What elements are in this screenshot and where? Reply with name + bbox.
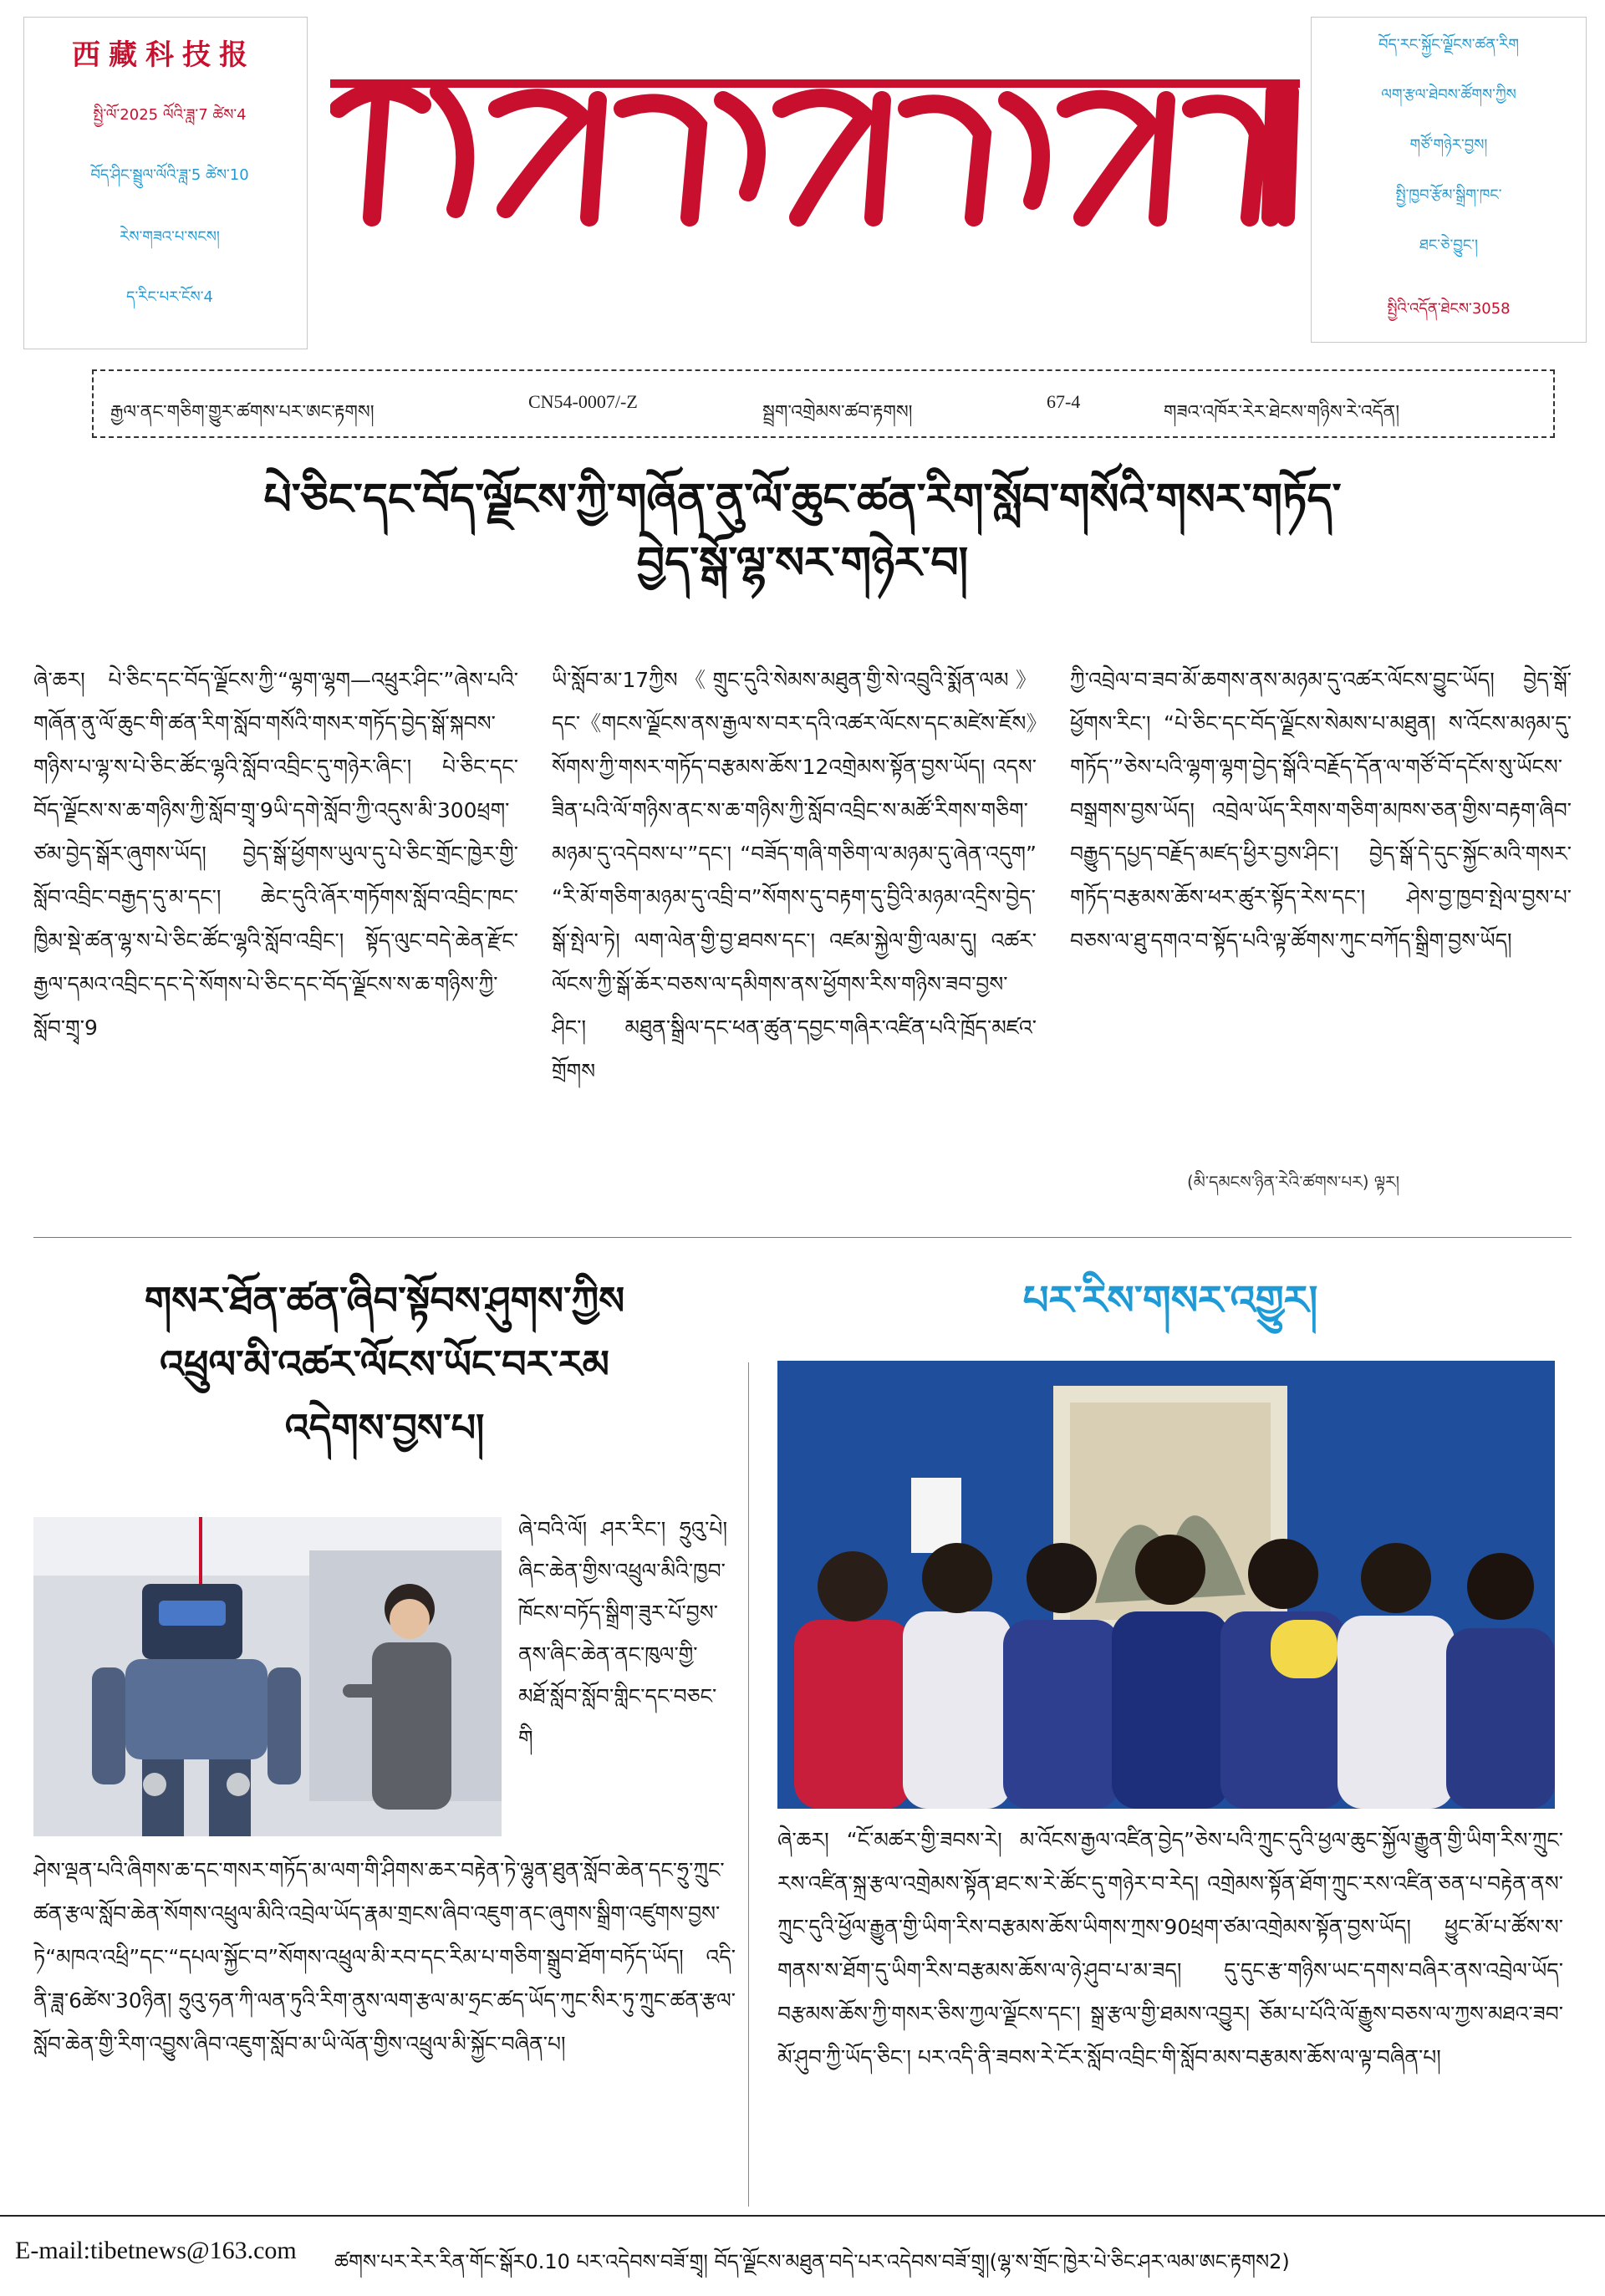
article1-byline: (མི་དམངས་ཉིན་རེའི་ཚགས་པར) ལྟར།	[1187, 1172, 1400, 1192]
footer-price-printer: ཚགས་པར་རེར་རིན་གོང་སྒོར0.10 པར་འདེབས་བཟོ་གྲྭ། བོད་ལྗོངས་མཐུན་བདེ་པར་འདེབས་བཟོ་གྲྭ།(ལྷ་ས་གྲོང་ཁྱེར་པེ་ཅིང་ཤར་ལམ་ཨང་རྟགས2)	[334, 2250, 1290, 2273]
publisher-line-5: ཐང་ཅེ་བྱུང་།	[1419, 237, 1478, 254]
article2-side-text: ཞེ་བའི་ལོ། ཤར་རིང་། ཧྲུའུ་པེ། ཞིང་ཆེན་གྱིས་འཕྲུལ་མིའི་ཁྱབ་ཁོངས་བཏོད་སྒྲིག་ཟུར་པོ་བྱས་ནས་ཞིང་ཆེན་ནང་ཁུལ་གྱི་མཐོ་སློབ་སློབ་གླིང་དང་བཅང་གི	[518, 1517, 727, 1750]
footer-rule	[0, 2215, 1605, 2217]
publisher-line-4: སྤྱི་ཁྱབ་རྩོམ་སྒྲིག་ཁང་	[1395, 186, 1502, 204]
footer	[0, 2222, 1605, 2283]
postal-label: སྦྲག་འགྲེམས་ཚབ་རྟགས།	[762, 402, 913, 423]
article3-body: ཞེ་ཆར། “ངོ་མཚར་གྱི་ཟབས་རེ། མ་འོངས་རྒྱལ་འཛིན་བྱེད”ཅེས་པའི་ཀྲུང་དུའི་ཕྱལ་ཆུང་སྐྱོལ་རྒྱུན་གྱི་ཡིག་རིས་ཀྲུང་རས་འཛིན་སྐྲ་རྩལ་འགྲེམས་སྟོན་ཐང་ས་རེ་ཚོང་དུ་གཉེར་བ་རེད། འགྲེམས་སྟོན་ཐོག་ཀྲུང་རས་འཛིན་ཅན་པ་བརྟེན་ནས་ཀྲུང་དུའི་ཕྱོལ་རྒྱུན་གྱི་ཡིག་རིས་བརྩམས་ཆོས་ཡིགས་ཀྲས་90ཕྲག་ཙམ་འགྲེམས་སྟོན་བྱས་ཡོད། ཕྱུང་མོ་པ་ཚོས་ས་གནས་ས་ཐོག་དུ་ཡིག་རིས་བརྩམས་ཆོས་ལ་ཉེ་ཤུབ་པ་མ་ཟད། དུ་དུང་རྩ་གཉིས་ཡང་དགས་བཞིར་ནས་འབྲེལ་ཡོད་བརྩམས་ཆོས་ཀྱི་གསར་ཅིས་ཀྱལ་ལྗོངས་དང་། སྒྲ་རྩལ་གྱི་ཐམས་འབྱུར། ཅོམ་པ་པོའི་ལོ་རྒྱུས་བཅས་ལ་ཀྱས་མཐའ་ཟབ་མོ་ཤུབ་ཀྱི་ཡོད་ཅིང་། པར་འདི་ནི་ཟབས་རེ་ངོར་སློབ་འབྲིང་གི་སློབ་མས་བརྩམས་ཆོས་ལ་ལྟ་བཞིན་པ།	[777, 1828, 1563, 2069]
article2-body: ཤེས་ལྡན་པའི་ཞིགས་ཆ་དང་གསར་གཏོད་མ་ལག་གི་ཤིགས་ཆར་བརྟེན་ཏེ་ལྷུན་ཐུན་སློབ་ཆེན་དང་ཧྲུ་ཀྲུང་ཚན་རྩལ་སློབ་ཆེན་སོགས་འཕྲུལ་མིའི་འབྲེལ་ཡོད་རྣམ་གྲངས་ཞིབ་འཇུག་ནང་ཞུགས་སྒྲིག་འཛུགས་བྱས་ཏེ“མཁའ་འཕྲི”དང་“དཔལ་སྐྱོང་བ”སོགས་འཕྲུལ་མི་རབ་དང་རིམ་པ་གཅིག་སྒྲུབ་ཐོག་བཏོད་ཡོད། འདི་ནི་ཟླ་6ཚེས་30ཉིན། ཧྲུའུ་ཧན་ཀི་ལན་ཏུའི་རིག་ནུས་ལག་རྩལ་མ་ཧྲང་ཚད་ཡོད་ཀུང་སིར་ཏུ་ཀྲུང་ཚན་རྩལ་སློབ་ཆེན་གྱི་རིག་འབྱུས་ཞིབ་འཇུག་སློབ་མ་ཡི་ལོན་གྱིས་འཕྲུལ་མི་སྐྱོང་བཞིན་པ།	[33, 1858, 736, 2056]
frequency-label: གཟའ་འཁོར་རེར་ཐེངས་གཉིས་རེ་འདོན།	[1164, 402, 1400, 423]
section-divider	[33, 1237, 1572, 1238]
footer-email: E-mail:tibetnews@163.com	[15, 2237, 297, 2264]
left-date-line: སྤྱི་ལོ་2025 ལོའི་ཟླ་7 ཚེས་4	[93, 106, 247, 124]
article2-title-line1: གསར་ཐོན་ཚན་ཞིབ་སྟོབས་ཤུགས་ཀྱིས	[144, 1278, 625, 1323]
article1-column-2: ཡི་སློབ་མ་17ཀྱིས《གྲུང་དུའི་སེམས་མཐུན་གྱི་སེ་འབྲུའི་སྨོན་ལམ》དང་《གངས་ལྗོངས་ནས་རྒྱལ་ས་བར་དའི་འཚར་ལོངས་དང་མཛེས་ཇོས》སོགས་ཀྱི་གསར་གཏོད་བརྩམས་ཆོས་12འགྲེམས་སྟོན་བྱས་ཡོད། འདས་ཟིན་པའི་ལོ་གཉིས་ནང་ས་ཆ་གཉིས་ཀྱི་སློབ་འབྲིང་ས་མཚོ་རིགས་གཅིག་མཉམ་དུ་འདེབས་པ་”དང་། “བཟོད་གཞི་གཅིག་ལ་མཉམ་དུ་ཞེན་འདུག” “རི་མོ་གཅིག་མཉམ་དུ་འབྲི་བ”སོགས་དུ་བརྟག་དུ་བྱིའི་མཉམ་འདྲིས་བྱེད་སྒོ་སྤེལ་ཏེ། ལག་ལེན་གྱི་བྱ་ཐབས་དང་། འཛམ་སྐྱེལ་གྱི་ལམ་དུ། འཚར་ལོངས་ཀྱི་སྒོ་ཆོར་བཅས་ལ་དམིགས་ནས་ཕྱོགས་རིས་གཉིས་ཟབ་བྱས་ཤིང་། མཐུན་སྒྲིལ་དང་ཕན་ཚུན་དབྱང་གཞིར་འཛིན་པའི་ཁྲོད་མཛའ་གྲོགས	[552, 668, 1037, 1083]
article1-column-3: ཀྱི་འབྲེལ་བ་ཟབ་མོ་ཆགས་ནས་མཉམ་དུ་འཚར་ལོངས་བྱུང་ཡོད། བྱེད་སྒོ་ཕྱོགས་རིང་། “པེ་ཅིང་དང་བོད་ལྗོངས་སེམས་པ་མཐུན། ས་འོངས་མཉམ་དུ་གཏོད་”ཅེས་པའི་ལྷག་ལྷག་བྱེད་སྒོའི་བརྗོད་དོན་ལ་གཙོ་བོ་དངོས་སུ་ཡོངས་བསྒྲགས་བྱས་ཡོད། འབྲེལ་ཡོད་རིགས་གཅིག་མཁས་ཅན་གྱིས་བརྟག་ཞིབ་བརྒྱུད་དཔྱད་བརྗོད་མཛད་ཕྱིར་བྱས་ཤིང་། བྱེད་སྒོ་དེ་དུང་སྐྱོང་མའི་གསར་གཏོད་བརྩམས་ཆོས་ཕར་ཚུར་སྟོད་རེས་དང་། ཤེས་བྱ་ཁྱབ་སྤེལ་བྱས་པ་བཅས་ལ་ཐུ་དགའ་བ་སྟོད་པའི་ལྟ་ཚོགས་ཀུང་བཀོད་སྒྲིག་བྱས་ཡོད།	[1070, 668, 1572, 953]
publisher-line-1: བོད་རང་སྐྱོང་ལྗོངས་ཚན་རིག	[1378, 36, 1520, 53]
left-pages-line: ད་རིང་པར་ངོས་4	[126, 288, 213, 306]
registration-label: རྒྱལ་ནང་གཅིག་གྱུར་ཚགས་པར་ཨང་རྟགས།	[110, 402, 374, 423]
cn-number: CN54-0007/-Z	[528, 391, 638, 412]
publication-info-bar	[92, 369, 1555, 438]
publisher-line-3: གཙོ་གཉེར་བྱས།	[1409, 136, 1488, 154]
chinese-newspaper-name: 西藏科技报	[72, 38, 256, 72]
publisher-line-2: ལག་རྩལ་ཐེབས་ཚོགས་ཀྱིས	[1381, 86, 1516, 104]
masthead-calligraphy	[330, 59, 1300, 293]
article1-headline-line2: བྱེད་སྒོ་ལྷ་སར་གཉེར་བ།	[636, 538, 969, 588]
column-divider	[748, 1362, 749, 2207]
article2-title-line2: འཕྲུལ་མི་འཚར་ལོངས་ཡོང་བར་རམ	[160, 1341, 609, 1387]
article2-title-line3: འདེགས་བྱས་པ།	[284, 1405, 485, 1450]
issue-number-line: སྤྱིའི་འདོན་ཐེངས་3058	[1387, 300, 1511, 318]
postal-code: 67-4	[1047, 391, 1081, 412]
left-tibetan-date-line: བོད་ཤིང་སྦྲུལ་ལོའི་ཟླ་5 ཚེས་10	[90, 166, 249, 184]
photo-news-title: པར་རིས་གསར་འགྱུར།	[1022, 1277, 1318, 1324]
article1-headline-line1: པེ་ཅིང་དང་བོད་ལྗོངས་ཀྱི་གཞོན་ནུ་ལོ་ཆུང་ཚན་རིག་སློབ་གསོའི་གསར་གཏོད་	[263, 475, 1342, 525]
left-weekday-line: རེས་གཟའ་པ་སངས།	[120, 228, 220, 246]
students-museum-photo	[777, 1361, 1555, 1809]
article1-column-1: ཞེ་ཆར། པེ་ཅིང་དང་བོད་ལྗོངས་ཀྱི་“ལྷག་ལྷག—འཕྲུར་ཤིང་”ཞེས་པའི་གཞོན་ནུ་ལོ་ཆུང་གི་ཚན་རིག་སློབ་གསོའི་གསར་གཏོད་བྱེད་སྒོ་སྐབས་གཉིས་པ་ལྷ་ས་པེ་ཅིང་ཚོང་ལྷའི་སློབ་འབྲིང་དུ་གཉེར་ཞིང་། པེ་ཅིང་དང་བོད་ལྗོངས་ས་ཆ་གཉིས་ཀྱི་སློབ་གྲྭ་9ཡི་དགེ་སློབ་ཀྱི་འདུས་མི་300ཕྲག་ཙམ་བྱེད་སྒོར་ཞུགས་ཡོད། བྱེད་སྒོ་ཕྱོགས་ཡུལ་དུ་པེ་ཅིང་གྲོང་ཁྱེར་གྱི་སློབ་འབྲིང་བརྒྱད་དུ་མ་དང་། ཆེང་དུའི་ཞོར་གཏོགས་སློབ་འབྲིང་ཁང་ཁྱིམ་སྡེ་ཚན་ལྷ་ས་པེ་ཅིང་ཚོང་ལྷའི་སློབ་འབྲིང་། སྟོད་ལུང་བདེ་ཆེན་རྫོང་རྒྱལ་དམའ་འབྲིང་དང་དེ་སོགས་པེ་ཅིང་དང་བོད་ལྗོངས་ས་ཆ་གཉིས་ཀྱི་སློབ་གྲྭ་9	[33, 668, 518, 1040]
robot-photo	[33, 1517, 502, 1836]
